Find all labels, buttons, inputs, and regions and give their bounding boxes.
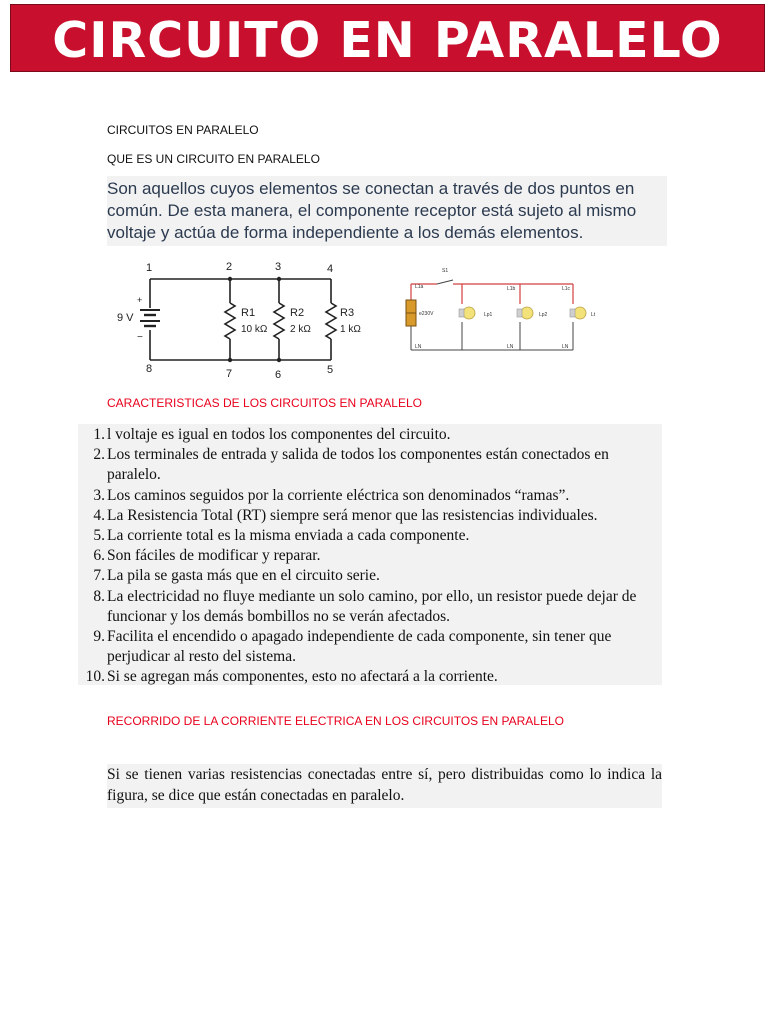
list-item: 6. Son fáciles de modificar y reparar. bbox=[93, 547, 321, 565]
lamp-label-3: Lt bbox=[591, 312, 596, 318]
r3-name: R3 bbox=[340, 307, 355, 319]
node-label-4: 4 bbox=[327, 263, 334, 275]
battery-plus: + bbox=[137, 295, 143, 305]
bottom-label-1: LN bbox=[415, 344, 422, 350]
node-label-8: 8 bbox=[146, 363, 153, 375]
node-label-6: 6 bbox=[275, 369, 282, 381]
switch-label: S1 bbox=[442, 268, 449, 274]
characteristics-list bbox=[78, 425, 662, 688]
bottom-label-2: LN bbox=[507, 344, 514, 350]
list-item: 9. Facilita el encendido o apagado independiente de cada componente, sin tener que perjudicar al resto del sistema. bbox=[93, 628, 612, 666]
node-label-1: 1 bbox=[146, 262, 153, 274]
section-heading-que-es: QUE ES UN CIRCUITO EN PARALELO bbox=[107, 152, 320, 166]
list-item: 1. l voltaje es igual en todos los componentes del circuito. bbox=[93, 426, 451, 443]
parallel-circuit-schematic bbox=[110, 258, 370, 382]
r2-value: 2 kΩ bbox=[290, 324, 311, 335]
r1-name: R1 bbox=[241, 307, 256, 319]
top-label-3: L1c bbox=[562, 286, 571, 292]
top-label-1: L1a bbox=[415, 284, 424, 290]
lamp-label-2: Lp2 bbox=[539, 312, 548, 318]
bottom-label-3: LN bbox=[562, 344, 569, 350]
recorrido-paragraph: Si se tienen varias resistencias conectadas entre sí, pero distribuidas como lo indica la figura, se dice que están conectadas en paralelo. bbox=[107, 764, 662, 808]
r3-value: 1 kΩ bbox=[340, 324, 361, 335]
node-label-5: 5 bbox=[327, 364, 334, 376]
section-heading-circuitos: CIRCUITOS EN PARALELO bbox=[107, 123, 259, 137]
section-heading-caracteristicas: CARACTERISTICAS DE LOS CIRCUITOS EN PARALELO bbox=[107, 396, 422, 410]
list-item: 3. Los caminos seguidos por la corriente eléctrica son denominados “ramas”. bbox=[93, 486, 570, 504]
node-label-2: 2 bbox=[226, 261, 233, 273]
list-item: 8. La electricidad no fluye mediante un solo camino, por ello, un resistor puede dejar de funcionar y los demás bombillos no se verán afectados. bbox=[93, 587, 637, 625]
list-item: 2. Los terminales de entrada y salida de todos los componentes están conectados en paralelo. bbox=[93, 446, 609, 484]
intro-paragraph: Son aquellos cuyos elementos se conectan a través de dos puntos en común. De esta manera, el componente receptor está sujeto al mismo voltaje y actúa de forma independiente a los demás elementos. bbox=[107, 176, 667, 246]
r2-name: R2 bbox=[290, 307, 305, 319]
banner-title: CIRCUITO EN PARALELO bbox=[52, 12, 723, 69]
lamp-label-1: Lp1 bbox=[484, 312, 493, 318]
r1-value: 10 kΩ bbox=[241, 324, 268, 335]
top-label-2: L1b bbox=[507, 286, 516, 292]
node-label-7: 7 bbox=[226, 368, 233, 380]
list-item: 7. La pila se gasta más que en el circuito serie. bbox=[93, 567, 380, 585]
battery-voltage: 9 V bbox=[117, 312, 134, 324]
list-item: 4. La Resistencia Total (RT) siempre será menor que las resistencias individuales. bbox=[93, 506, 598, 524]
node-label-3: 3 bbox=[275, 261, 282, 273]
bulb-wiring-diagram bbox=[397, 262, 602, 360]
list-item: 5. La corriente total es la misma enviada a cada componente. bbox=[93, 527, 470, 545]
source-label: e230V bbox=[419, 311, 434, 317]
battery-minus: − bbox=[137, 332, 143, 343]
title-banner bbox=[10, 4, 765, 72]
list-item: 10. Si se agregan más componentes, esto no afectará a la corriente. bbox=[85, 668, 498, 686]
section-heading-recorrido: RECORRIDO DE LA CORRIENTE ELECTRICA EN LOS CIRCUITOS EN PARALELO bbox=[107, 714, 564, 728]
